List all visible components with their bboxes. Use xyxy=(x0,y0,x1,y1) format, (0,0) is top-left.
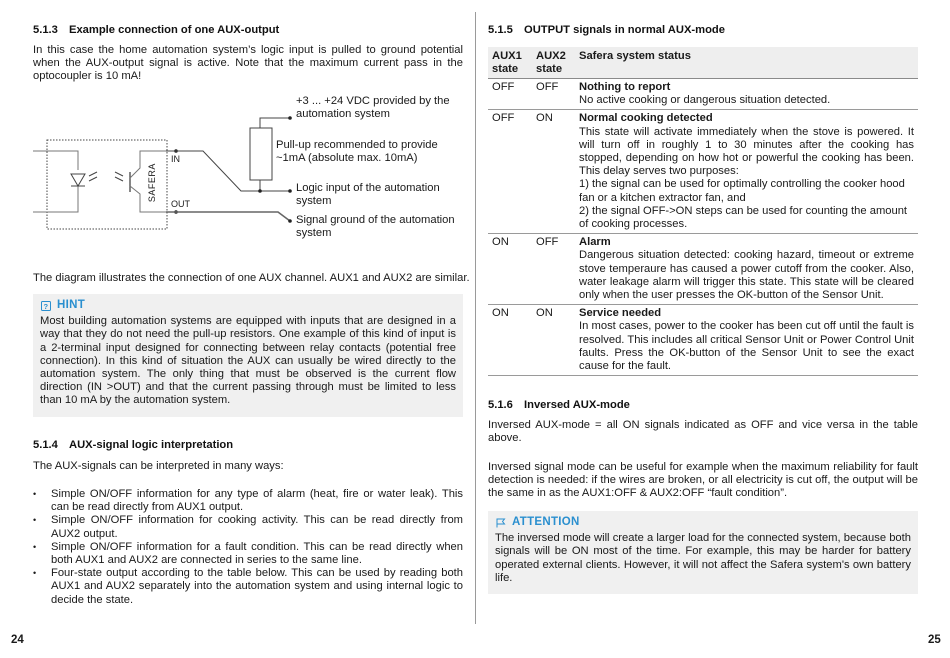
attention-callout xyxy=(488,511,918,594)
section-heading-5-1-4 xyxy=(33,439,233,452)
section-title: AUX-signal logic interpretation xyxy=(69,439,234,451)
ground-label-line2: system xyxy=(296,227,332,239)
supply-label-line2: automation system xyxy=(296,108,390,120)
attention-body: The inversed mode will create a larger load for the connected system, because both signals will be ON most of the time. For example, this may be harder for battery operated external clients. However, it will not affect the Safera system's own battery life. xyxy=(495,532,911,584)
section-5-1-4-intro: The AUX-signals can be interpreted in many ways: xyxy=(33,460,284,472)
interpretation-list xyxy=(33,488,463,607)
table-row xyxy=(488,110,918,234)
status-text: Dangerous situation detected: cooking hazard, timeout or extreme stove temperaure has caused a power cutoff from the cooker. Also, water leakage alarm will trigger this state. This state will be cleared only when the user presses the OK-button of the Sensor Unit. xyxy=(579,249,914,302)
status-cell xyxy=(575,110,918,234)
table-header-row xyxy=(488,47,918,79)
device-label: SAFERA xyxy=(146,163,157,203)
aux2-value: OFF xyxy=(532,234,575,305)
status-cell xyxy=(575,305,918,376)
logic-input-label-line1: Logic input of the automation xyxy=(296,182,440,194)
list-item: • Simple ON/OFF information for cooking activity. This can be read directly from AUX2 output. xyxy=(33,514,463,540)
status-title: Service needed xyxy=(579,307,662,320)
logic-input-label-line2: system xyxy=(296,195,332,207)
hint-body: Most building automation systems are equipped with inputs that are designed in a way that they do not need the pull-up resistors. One example of this kind of input is a 2-terminal input designed for connecting between relay contacts (potential free connection). In this kind of situation the AUX can usually be wired directly to the automation system. The only thing that must be observed is the current flow direction (IN >OUT) and that the current passing through must be limited to less than 10 mA by the automation system. xyxy=(40,315,456,407)
section-number: 5.1.5 xyxy=(488,24,513,36)
pullup-label-line2: ~1mA (absolute max. 10mA) xyxy=(276,152,418,164)
aux1-value: ON xyxy=(488,234,532,305)
aux2-value: ON xyxy=(532,305,575,376)
svg-text:?: ? xyxy=(43,301,48,311)
diagram-caption: The diagram illustrates the connection of one AUX channel. AUX1 and AUX2 are similar. xyxy=(33,272,470,284)
list-item: • Four-state output according to the table below. This can be used by reading both AUX1 and AUX2 separately into the automation system and using internal logic to decide the state. xyxy=(33,567,463,607)
status-cell xyxy=(575,79,918,110)
header-aux2: AUX2 state xyxy=(532,47,575,79)
status-text: This state will activate immediately when the stove is powered. It will turn off in roughly 1 to 30 minutes after the cooking has stopped, depending on how hot or powerful the cooking has been. This delay serves two purposes: xyxy=(579,125,914,178)
hint-title: HINT xyxy=(57,299,86,311)
flag-icon xyxy=(495,517,506,528)
status-text: 1) the signal can be used for optimally controlling the cooker hood fan or a kitchen extractor fan, and xyxy=(579,178,905,204)
status-cell xyxy=(575,234,918,305)
status-title: Normal cooking detected xyxy=(579,112,713,125)
header-status: Safera system status xyxy=(575,47,918,79)
list-item: • Simple ON/OFF information for any type of alarm (heat, fire or water leak). This can be read directly from AUX1 output. xyxy=(33,488,463,514)
aux1-value: OFF xyxy=(488,79,532,110)
ground-label-line1: Signal ground of the automation xyxy=(296,214,455,226)
status-text: No active cooking or dangerous situation detected. xyxy=(579,94,831,107)
attention-title-row xyxy=(495,516,911,529)
terminal-in-label: IN xyxy=(171,154,180,164)
section-5-1-6-para2: Inversed signal mode can be useful for example when the maximum reliability for fault detection is needed: if the wires are broken, or all electricity is cut off, the output will be the same in as the AUX1:OFF & AUX2:OFF “fault condition”. xyxy=(488,461,918,500)
hint-callout xyxy=(33,294,463,417)
aux1-value: OFF xyxy=(488,110,532,234)
section-number: 5.1.4 xyxy=(33,439,58,451)
table-row xyxy=(488,234,918,305)
aux-status-table xyxy=(488,47,918,376)
aux1-value: ON xyxy=(488,305,532,376)
section-5-1-3-body: In this case the home automation system’s logic input is pulled to ground potential when the AUX-output signal is active. Note that the maximum current pass in the optocoupler is 10 mA! xyxy=(33,44,463,83)
header-aux1: AUX1 state xyxy=(488,47,532,79)
section-title: Inversed AUX-mode xyxy=(524,399,630,411)
section-title: OUTPUT signals in normal AUX-mode xyxy=(524,24,725,36)
status-text: In most cases, power to the cooker has been cut off until the fault is resolved. This includes all critical Sensor Unit or Power Control Unit faults. Press the OK-button of the Sensor Unit to see the exact cause for the fault. xyxy=(579,320,914,373)
terminal-out-label: OUT xyxy=(171,199,190,209)
section-heading-5-1-3 xyxy=(33,24,279,37)
status-title: Alarm xyxy=(579,236,611,249)
aux2-value: OFF xyxy=(532,79,575,110)
status-title: Nothing to report xyxy=(579,81,671,93)
table-row xyxy=(488,305,918,376)
supply-label-line1: +3 ... +24 VDC provided by the xyxy=(296,95,450,107)
page-number-right: 25 xyxy=(928,634,941,646)
section-heading-5-1-6 xyxy=(488,399,630,412)
page-number-left: 24 xyxy=(11,634,24,646)
left-page xyxy=(11,0,470,658)
section-number: 5.1.3 xyxy=(33,24,58,36)
section-number: 5.1.6 xyxy=(488,399,513,411)
section-title: Example connection of one AUX-output xyxy=(69,24,280,36)
right-page xyxy=(488,0,941,658)
page-spine-divider xyxy=(475,12,476,624)
attention-title: ATTENTION xyxy=(512,516,580,528)
connection-diagram xyxy=(33,88,473,248)
table-row xyxy=(488,79,918,110)
status-text: 2) the signal OFF->ON steps can be used for counting the amount of cooking processes. xyxy=(579,204,908,231)
section-5-1-6-para1: Inversed AUX-mode = all ON signals indicated as OFF and vice versa in the table above. xyxy=(488,419,918,445)
question-box-icon xyxy=(40,300,51,311)
list-item: • Simple ON/OFF information for a fault condition. This can be read directly when both AUX1 and AUX2 are connected in series to the same line. xyxy=(33,541,463,567)
hint-title-row xyxy=(40,299,456,312)
aux2-value: ON xyxy=(532,110,575,234)
section-heading-5-1-5 xyxy=(488,24,725,37)
pullup-label-line1: Pull-up recommended to provide xyxy=(276,139,438,151)
